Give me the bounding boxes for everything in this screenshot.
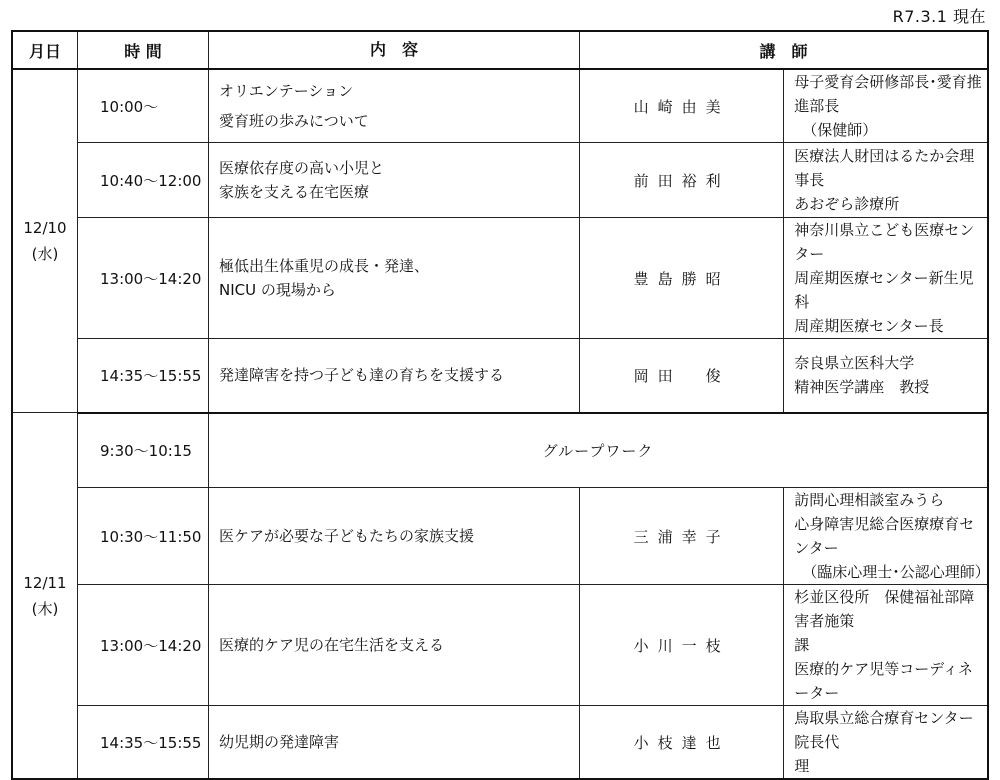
affiliation-line: 神奈川県立こども医療センター <box>794 221 975 263</box>
weekday-label: (木) <box>31 599 59 618</box>
lecturer-affiliation <box>784 143 988 218</box>
date-cell-day2 <box>12 413 78 780</box>
session-content <box>209 69 580 143</box>
affiliation-line: 医療法人財団はるたか会理事長 <box>794 147 975 189</box>
session-content <box>209 339 580 413</box>
session-row <box>12 585 988 706</box>
lecturer-affiliation <box>784 706 988 780</box>
session-row <box>12 339 988 413</box>
lecturer-affiliation <box>784 585 988 706</box>
affiliation-line: 周産期医療センター長 <box>794 317 944 335</box>
schedule-table <box>11 30 989 780</box>
content-line: 幼児期の発達障害 <box>219 733 340 751</box>
header-time: 時 間 <box>78 31 209 69</box>
affiliation-line: 課 <box>794 636 810 654</box>
affiliation-line: 母子愛育会研修部長･愛育推進部長 <box>794 73 982 115</box>
content-line: 医療的ケア児の在宅生活を支える <box>219 636 445 654</box>
content-line: NICU の現場から <box>219 281 336 299</box>
affiliation-line: 杉並区役所 保健福祉部障害者施策 <box>794 588 975 630</box>
session-time: 9:30～10:15 <box>78 413 209 488</box>
session-row <box>12 218 988 339</box>
header-content: 内 容 <box>209 31 580 69</box>
session-row <box>12 143 988 218</box>
session-time: 14:35～15:55 <box>78 706 209 780</box>
session-time: 13:00～14:20 <box>78 585 209 706</box>
header-lecturer: 講 師 <box>580 31 989 69</box>
content-line: 家族を支える在宅医療 <box>219 183 370 201</box>
lecturer-name: 小川一枝 <box>580 585 784 706</box>
lecturer-name: 小枝達也 <box>580 706 784 780</box>
session-row <box>12 488 988 585</box>
affiliation-line: 理 <box>794 757 810 775</box>
lecturer-affiliation <box>784 339 988 413</box>
lecturer-affiliation <box>784 218 988 339</box>
session-content <box>209 585 580 706</box>
lecturer-name: 前田裕利 <box>580 143 784 218</box>
content-line: 発達障害を持つ子ども達の育ちを支援する <box>219 366 505 385</box>
header-row <box>12 31 988 69</box>
session-time: 10:40～12:00 <box>78 143 209 218</box>
weekday-label: (水) <box>31 245 59 263</box>
affiliation-line: 心身障害児総合医療療育センター <box>794 515 975 557</box>
affiliation-line: （保健師） <box>802 121 878 139</box>
header-date: 月日 <box>12 31 78 69</box>
lecturer-affiliation <box>784 69 988 143</box>
affiliation-line: 医療的ケア児等コーディネーター <box>794 660 974 702</box>
date-cell-day1 <box>12 69 78 413</box>
affiliation-line: 訪問心理相談室みうら <box>794 491 945 509</box>
session-row <box>12 69 988 143</box>
affiliation-line: （臨床心理士･公認心理師） <box>802 563 990 581</box>
session-content <box>209 143 580 218</box>
affiliation-line: あおぞら診療所 <box>794 195 900 213</box>
affiliation-line: 奈良県立医科大学 <box>794 354 915 373</box>
content-line: 医ケアが必要な子どもたちの家族支援 <box>219 527 475 545</box>
content-line: 極低出生体重児の成長・発達、 <box>219 257 430 275</box>
lecturer-name: 三浦幸子 <box>580 488 784 585</box>
session-time: 14:35～15:55 <box>78 339 209 413</box>
session-time: 10:00～ <box>78 69 209 143</box>
session-content <box>209 218 580 339</box>
session-content <box>209 488 580 585</box>
as-of-date: R7.3.1 現在 <box>892 7 986 26</box>
session-time: 10:30～11:50 <box>78 488 209 585</box>
lecturer-name: 山崎由美 <box>580 69 784 143</box>
lecturer-name: 豊島勝昭 <box>580 218 784 339</box>
content-line: オリエンテーション <box>219 82 354 100</box>
affiliation-line: 精神医学講座 教授 <box>794 378 930 397</box>
session-content <box>209 706 580 780</box>
affiliation-line: 周産期医療センター新生児科 <box>794 269 974 311</box>
session-row <box>12 706 988 780</box>
session-row <box>12 413 988 488</box>
group-work-cell: グループワーク <box>209 413 989 488</box>
session-time: 13:00～14:20 <box>78 218 209 339</box>
affiliation-line: 鳥取県立総合療育センター 院長代 <box>794 709 989 751</box>
date-label: 12/10 <box>23 219 67 237</box>
lecturer-affiliation <box>784 488 988 585</box>
content-line: 医療依存度の高い小児と <box>219 159 385 177</box>
date-label: 12/11 <box>23 573 67 592</box>
content-line: 愛育班の歩みについて <box>219 112 369 130</box>
lecturer-name: 岡田 俊 <box>580 339 784 413</box>
